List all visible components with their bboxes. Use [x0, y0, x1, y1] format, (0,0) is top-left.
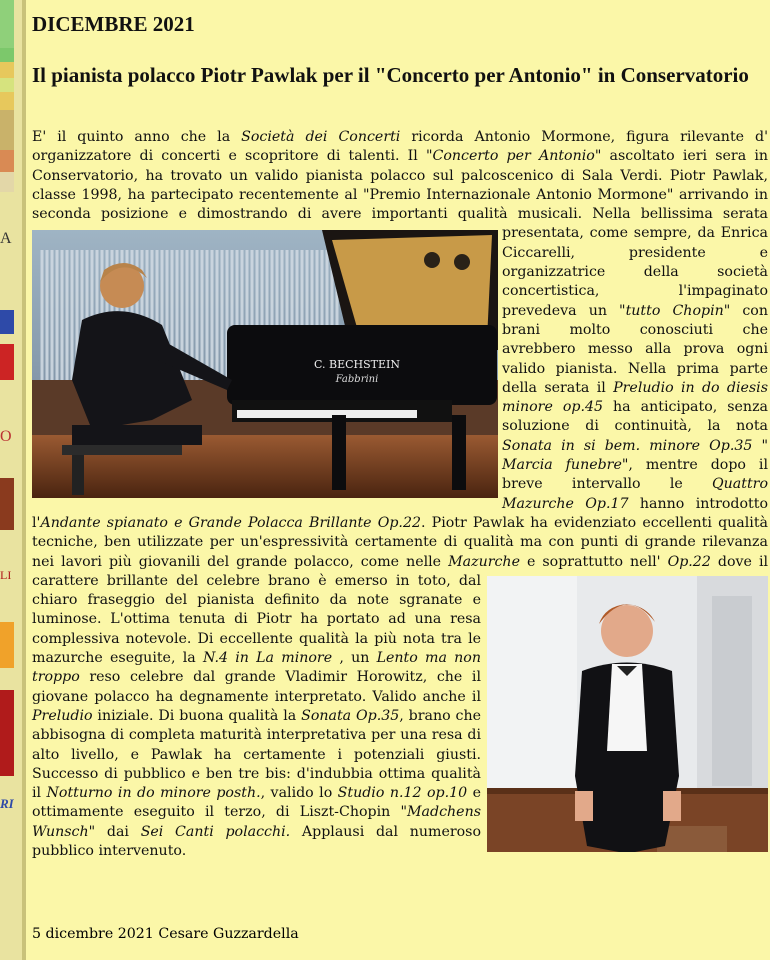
sidebar-tile-brown[interactable]: [0, 478, 14, 530]
month-heading: DICEMBRE 2021: [32, 12, 195, 36]
sidebar-letter-li[interactable]: LI: [0, 568, 12, 582]
sidebar-strip: [0, 0, 26, 960]
sidebar-tile-crimson[interactable]: [0, 690, 14, 776]
sidebar-letter-a[interactable]: A: [0, 230, 12, 247]
sidebar-tile-green[interactable]: [0, 0, 14, 48]
sidebar-tile-blue[interactable]: [0, 310, 14, 334]
sidebar-tile-gold[interactable]: [0, 92, 14, 110]
sidebar-tile-red[interactable]: [0, 344, 14, 380]
article-headline: Il pianista polacco Piotr Pawlak per il "Concerto per Antonio" in Conservatorio: [32, 63, 749, 87]
article-signature: 5 dicembre 2021 Cesare Guzzardella: [32, 926, 299, 942]
article-container: [32, 0, 768, 960]
sidebar-tile-tan[interactable]: [0, 110, 14, 150]
sidebar-tile-beige[interactable]: [0, 172, 14, 192]
piano-brand-label: C. BECHSTEIN: [313, 358, 401, 372]
sidebar-tile-orange[interactable]: [0, 150, 14, 172]
piano-dealer-label: Fabbrini: [335, 374, 379, 386]
sidebar-tile-amber[interactable]: [0, 622, 14, 668]
sidebar-letter-o[interactable]: O: [0, 428, 12, 445]
sidebar-tile-green2[interactable]: [0, 48, 14, 62]
sidebar-tile-lime[interactable]: [0, 78, 14, 92]
photo-pianist-at-piano: [32, 230, 498, 498]
article-body: E' il quinto anno che la Società dei Concerti ricorda Antonio Mormone, figura rilevante d' organizzatore di concerti e scopritore di talenti. Il "Concerto per Antonio" ascoltato ieri sera in Conservatorio, ha trovato un valido pianista polacco sul palcoscenico di Sala Verdi. Piotr Pawlak, classe 1998, ha partecipato recentemente al "Premio Internazionale Antonio Mormone" arrivando in seconda posizione e dimostrando di avere importanti qualità C. BECHSTEIN Fabbrini musicali. Nella bellissima serata presentata, come sempre, da Enrica Ciccarelli, presidente e organizzatrice della società concertistica, l'impaginato prevedeva un "tutto Chopin" con brani molto conosciuti che avrebbero messo alla prova ogni valido pianista. Nella prima parte della serata il Preludio in do diesis minore op.45 ha anticipato, senza soluzione di continuità, la nota Sonata in si bem. minore Op.35 " Marcia funebre", mentre dopo il breve intervallo le Quattro Mazurche Op.17 hanno introdotto l'Andante spianato e Grande Polacca Brillante Op.22. Piotr Pawlak ha evidenziato eccellenti qualità tecniche, ben utilizzate per un'espressività certamente di qualità ma con punti di grande rilevanza nei lavori più giovanili del grande polacco, come nelle Mazurche e soprattutto nell' Op.22 dove il carattere brillante del celebre brano è emerso in toto, dal chiaro fraseggio del pianista definito da note sgranate e luminose. L'ottima tenuta di Piotr ha portato ad una resa complessiva notevole. Di eccellente qualità la più nota tra le mazurche eseguite, la N.4 in La minore , un Lento ma non troppo reso celebre dal grande Vladimir Horowitz, che il giovane polacco ha degnamente interpretato. Valido anche il Preludio iniziale. Di buona qualità la Sonata Op.35, brano che abbisogna di completa maturità interpretativa per una resa di alto livello, e Pawlak ha certamente i potenziali giusti. Successo di pubblico e ben tre bis: d'indubbia ottima qualità il Notturno in do minore posth., valido lo Studio n.12 op.10 e ottimamente eseguito il terzo, di Liszt-Chopin "Madchens Wunsch" dai Sei Canti polacchi. Applausi dal numeroso pubblico intervenuto.: [32, 129, 769, 859]
photo-pianist-bowing: [487, 576, 768, 852]
sidebar-letter-ri[interactable]: RI: [0, 796, 14, 811]
sidebar-tile-yellow[interactable]: [0, 62, 14, 78]
